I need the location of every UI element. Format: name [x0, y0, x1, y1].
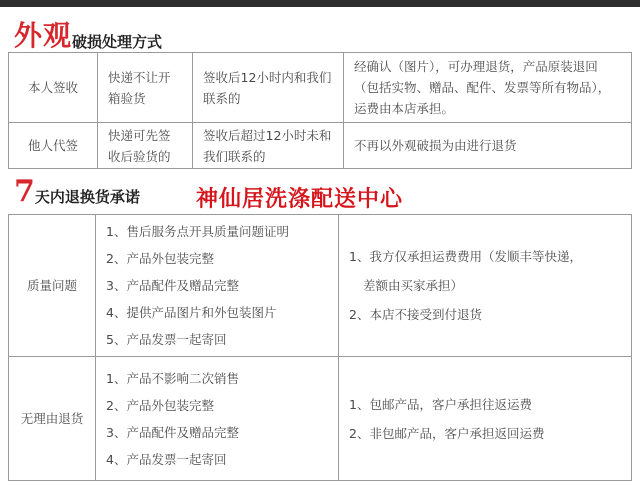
requirement-item: 3、产品配件及赠品完整	[106, 278, 239, 293]
requirement-item: 5、产品发票一起寄回	[106, 332, 227, 347]
shipping-item: 2、非包邮产品，客户承担返回运费	[349, 425, 545, 441]
shipping-cell	[339, 357, 632, 481]
table-row	[9, 123, 632, 169]
shipping-item: 1、包邮产品，客户承担往返运费	[349, 396, 532, 412]
store-watermark: 神仙居洗涤配送中心	[196, 186, 404, 212]
shipping-cell	[339, 215, 632, 357]
signer-cell: 本人签收	[9, 53, 98, 123]
policy-cell: 经确认（图片），可办理退货，产品原装退回（包括实物、赠品、配件、发票等所有物品），运费由本店承担。	[344, 53, 632, 123]
section1-title-small: 破损处理方式	[72, 33, 163, 51]
signer-cell: 他人代签	[9, 123, 98, 169]
time-cell: 签收后超过12小时未和我们联系的	[193, 123, 344, 169]
requirements-cell	[96, 357, 339, 481]
requirement-item: 4、产品发票一起寄回	[106, 451, 227, 467]
requirement-item: 1、产品不影响二次销售	[106, 370, 239, 386]
return-policy-table	[8, 214, 632, 481]
requirements-cell	[96, 215, 339, 357]
shipping-item: 差额由买家承担）	[363, 278, 464, 293]
table-row	[9, 53, 632, 123]
section2-title-big: 7	[14, 174, 35, 209]
table-row	[9, 357, 632, 481]
section2-title-small: 天内退换货承诺	[34, 188, 140, 206]
return-type-cell: 无理由退货	[9, 357, 96, 481]
shipping-item: 2、本店不接受到付退货	[349, 307, 482, 322]
return-type-cell: 质量问题	[9, 215, 96, 357]
requirement-item: 1、售后服务点开具质量问题证明	[106, 224, 289, 239]
condition-cell: 快递不让开箱验货	[98, 53, 193, 123]
top-bar	[0, 0, 640, 7]
shipping-item: 1、我方仅承担运费费用（发顺丰等快递，	[349, 249, 582, 264]
requirement-item: 2、产品外包装完整	[106, 397, 214, 413]
time-cell: 签收后12小时内和我们联系的	[193, 53, 344, 123]
section1-title-big: 外观	[14, 19, 73, 52]
policy-cell: 不再以外观破损为由进行退货	[344, 123, 632, 169]
section2-heading	[14, 174, 140, 210]
section1-heading	[14, 14, 162, 50]
condition-cell: 快递可先签收后验货的	[98, 123, 193, 169]
requirement-item: 2、产品外包装完整	[106, 251, 214, 266]
table-row	[9, 215, 632, 357]
damage-policy-table	[8, 52, 632, 169]
requirement-item: 3、产品配件及赠品完整	[106, 424, 239, 440]
requirement-item: 4、提供产品图片和外包装图片	[106, 305, 277, 320]
